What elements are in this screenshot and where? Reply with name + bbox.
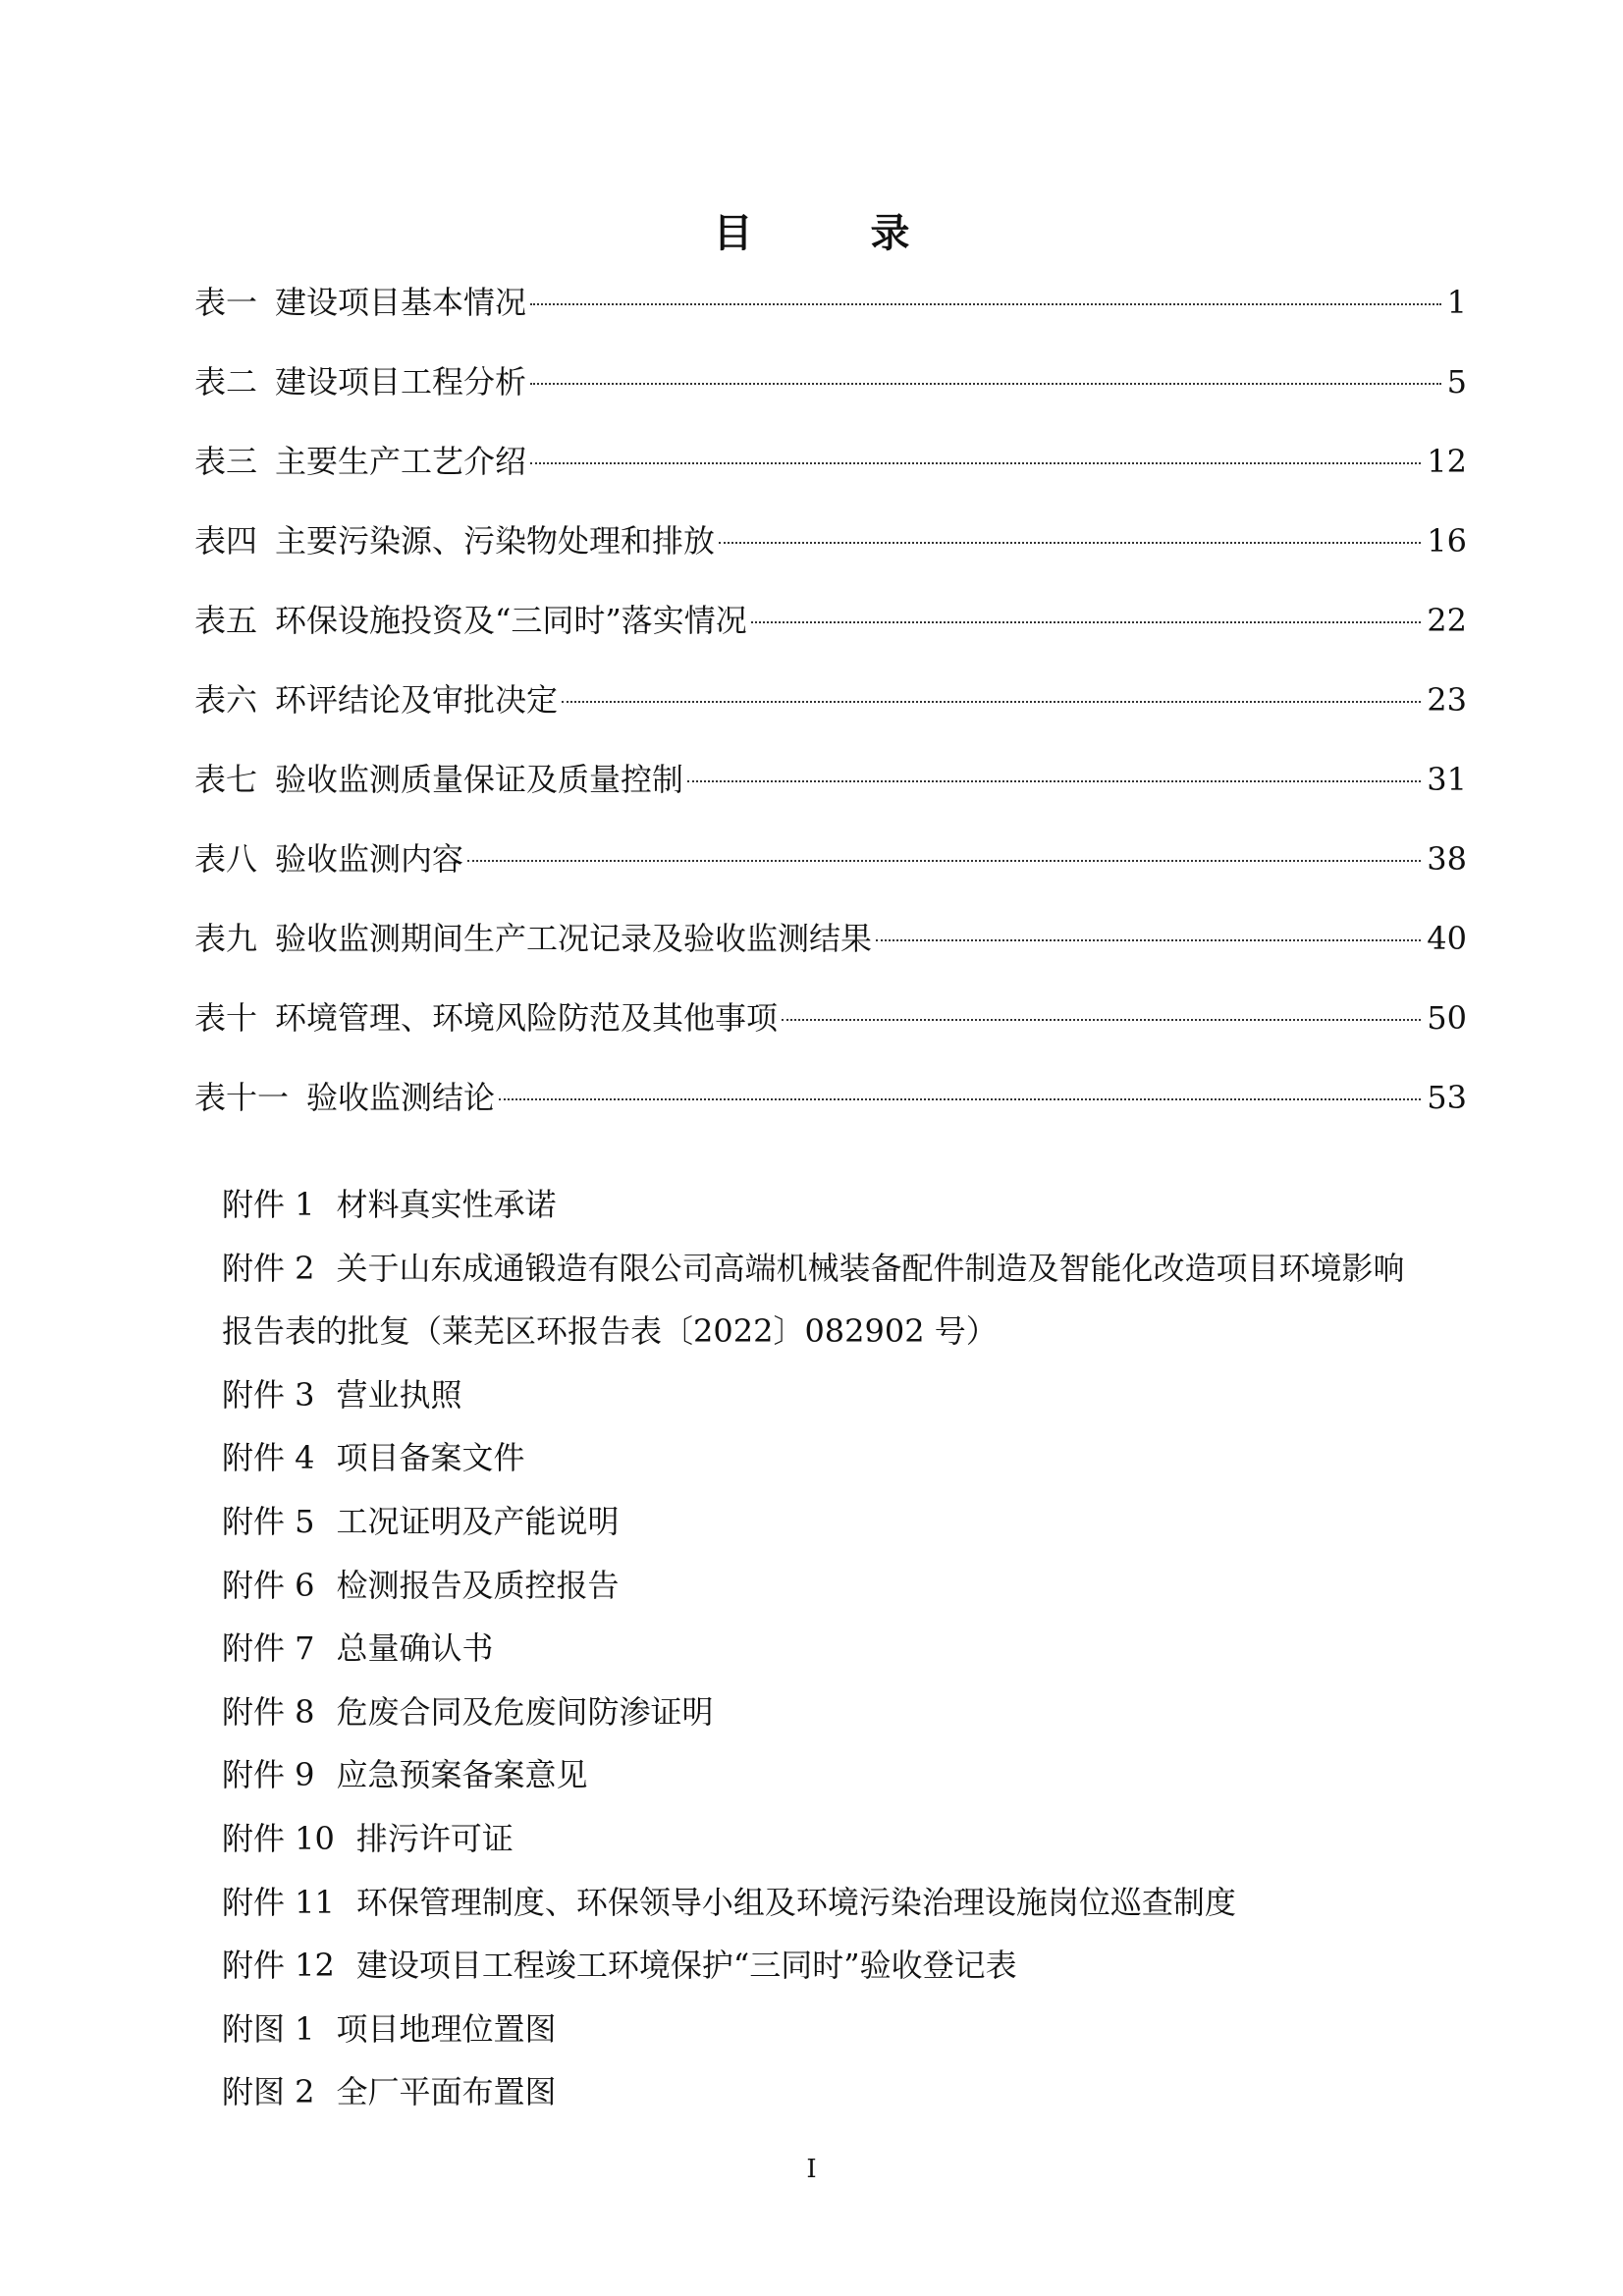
dot-leader (499, 1098, 1421, 1100)
toc-entry-label: 主要污染源、污染物处理和排放 (275, 522, 716, 560)
attachment-key: 附件 4 (222, 1439, 315, 1477)
toc-entry-page: 38 (1427, 840, 1467, 878)
toc-entry-page: 1 (1446, 284, 1467, 321)
toc-entry-page: 23 (1427, 681, 1467, 719)
attachment-item[interactable] (222, 1237, 1469, 1301)
dot-leader (467, 860, 1421, 862)
attachment-key: 附图 1 (222, 2009, 315, 2048)
attachment-key: 附件 9 (222, 1756, 315, 1794)
attachment-key: 附件 6 (222, 1566, 315, 1604)
toc-entry-label: 主要生产工艺介绍 (275, 443, 527, 480)
toc-entry-number: 表八 (194, 840, 258, 878)
toc-entry-page: 22 (1427, 602, 1467, 639)
attachment-title: 建设项目工程竣工环境保护“三同时”验收登记表 (355, 1947, 1017, 1985)
attachment-title: 营业执照 (336, 1375, 462, 1414)
toc-entry[interactable] (194, 914, 1467, 993)
page-number: I (806, 2155, 817, 2184)
dot-leader (751, 621, 1422, 623)
toc-entry-number: 表三 (194, 443, 258, 480)
attachment-item[interactable] (222, 2060, 1469, 2124)
toc-entry-page: 53 (1427, 1079, 1467, 1116)
toc-entry-label: 环境管理、环境风险防范及其他事项 (275, 999, 779, 1037)
attachment-item[interactable] (222, 1998, 1469, 2061)
attachment-item[interactable] (222, 1490, 1469, 1554)
attachment-key: 附件 3 (222, 1375, 315, 1414)
toc-entry[interactable] (194, 1073, 1467, 1152)
attachment-key: 附件 2 (222, 1249, 315, 1287)
dot-leader (530, 303, 1441, 305)
toc-entry[interactable] (194, 357, 1467, 437)
toc-entry-page: 50 (1427, 999, 1467, 1037)
attachment-title: 报告表的批复（莱芜区环报告表〔2022〕082902 号） (222, 1312, 998, 1351)
toc-entry-page: 12 (1427, 443, 1467, 480)
toc-entry[interactable] (194, 596, 1467, 675)
toc-entry-number: 表四 (194, 522, 258, 560)
attachment-key: 附件 5 (222, 1502, 315, 1540)
attachment-title: 材料真实性承诺 (336, 1186, 557, 1223)
toc-entry-number: 表五 (194, 602, 258, 639)
attachment-item[interactable] (222, 1173, 1469, 1237)
attachment-title: 总量确认书 (336, 1629, 494, 1668)
attachment-title: 检测报告及质控报告 (336, 1566, 620, 1604)
attachment-key: 附件 1 (222, 1186, 315, 1223)
attachment-item-continued (222, 1300, 1469, 1363)
toc-entry-number: 表一 (194, 284, 258, 321)
attachment-key: 附图 2 (222, 2073, 315, 2111)
toc-entry-label: 验收监测质量保证及质量控制 (275, 761, 684, 798)
attachment-title: 排污许可证 (355, 1819, 514, 1857)
attachment-key: 附件 12 (222, 1947, 335, 1985)
attachment-key: 附件 11 (222, 1883, 335, 1921)
toc-entry-number: 表十 (194, 999, 258, 1037)
toc-entry[interactable] (194, 834, 1467, 914)
toc-entry[interactable] (194, 278, 1467, 357)
toc-entry-page: 5 (1446, 363, 1467, 400)
attachment-title: 项目备案文件 (336, 1439, 525, 1477)
dot-leader (782, 1019, 1421, 1021)
toc-entry-number: 表二 (194, 363, 258, 400)
attachment-item[interactable] (222, 1426, 1469, 1490)
attachment-item[interactable] (222, 1554, 1469, 1618)
dot-leader (687, 780, 1421, 782)
toc-entry-number: 表十一 (194, 1079, 290, 1116)
toc-entry-page: 31 (1427, 761, 1467, 798)
dot-leader (530, 383, 1441, 385)
attachment-item[interactable] (222, 1871, 1469, 1935)
toc-entry-number: 表九 (194, 920, 258, 957)
attachment-item[interactable] (222, 1934, 1469, 1998)
toc-entry[interactable] (194, 437, 1467, 516)
attachment-item[interactable] (222, 1807, 1469, 1871)
toc-entry-label: 建设项目工程分析 (275, 363, 527, 400)
attachment-item[interactable] (222, 1743, 1469, 1807)
attachment-key: 附件 10 (222, 1819, 335, 1857)
attachment-item[interactable] (222, 1617, 1469, 1681)
page-title: 目 录 (713, 210, 949, 256)
toc-entry[interactable] (194, 516, 1467, 596)
toc-entry[interactable] (194, 755, 1467, 834)
attachment-title: 危废合同及危废间防渗证明 (336, 1692, 714, 1731)
toc-entry-label: 验收监测期间生产工况记录及验收监测结果 (275, 920, 873, 957)
toc-entry-label: 环保设施投资及“三同时”落实情况 (275, 602, 747, 639)
table-of-contents (194, 278, 1467, 1152)
dot-leader (876, 939, 1421, 941)
attachment-key: 附件 8 (222, 1692, 315, 1731)
attachments-list (222, 1173, 1469, 2124)
attachment-title: 环保管理制度、环保领导小组及环境污染治理设施岗位巡查制度 (355, 1883, 1236, 1921)
toc-entry[interactable] (194, 675, 1467, 755)
dot-leader (530, 462, 1421, 464)
toc-entry-number: 表七 (194, 761, 258, 798)
attachment-title: 应急预案备案意见 (336, 1756, 588, 1794)
toc-entry-label: 环评结论及审批决定 (275, 681, 559, 719)
toc-entry-page: 40 (1427, 920, 1467, 957)
attachment-key: 附件 7 (222, 1629, 315, 1668)
attachment-title: 工况证明及产能说明 (336, 1502, 620, 1540)
dot-leader (719, 542, 1421, 544)
attachment-item[interactable] (222, 1681, 1469, 1744)
attachment-title: 关于山东成通锻造有限公司高端机械装备配件制造及智能化改造项目环境影响 (336, 1249, 1405, 1287)
toc-entry-number: 表六 (194, 681, 258, 719)
attachment-title: 全厂平面布置图 (336, 2073, 557, 2111)
attachment-title: 项目地理位置图 (336, 2009, 557, 2048)
toc-entry-page: 16 (1427, 522, 1467, 560)
toc-entry-label: 验收监测内容 (275, 840, 464, 878)
dot-leader (562, 701, 1421, 703)
attachment-item[interactable] (222, 1363, 1469, 1427)
toc-entry[interactable] (194, 993, 1467, 1073)
toc-entry-label: 验收监测结论 (306, 1079, 496, 1116)
toc-entry-label: 建设项目基本情况 (275, 284, 527, 321)
